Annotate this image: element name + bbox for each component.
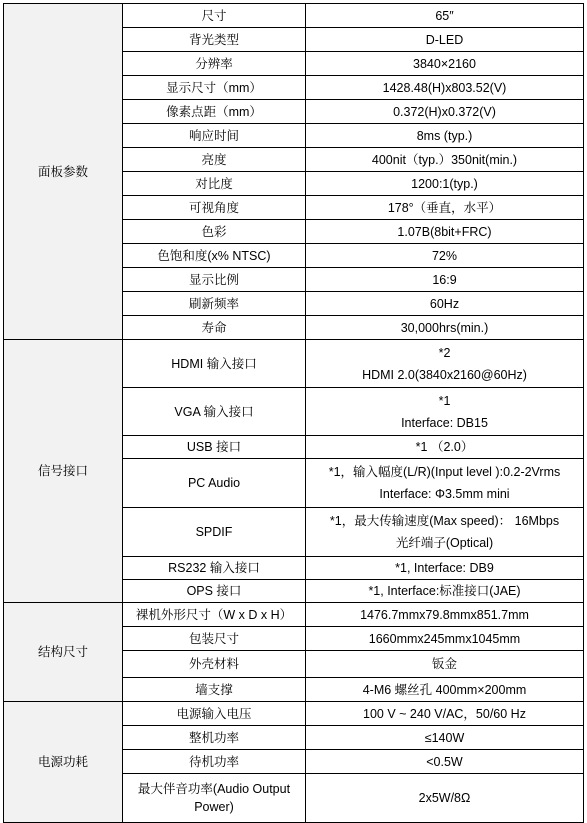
spec-value (306, 340, 584, 388)
spec-label: 电源输入电压 (123, 702, 306, 726)
spec-value-line: *1, Interface: DB9 (395, 561, 494, 575)
spec-value-line: 60Hz (429, 296, 460, 311)
spec-value-line: <0.5W (426, 754, 463, 769)
spec-value-line: *1 （2.0） (415, 440, 474, 454)
group-label: 电源功耗 (4, 702, 123, 823)
spec-label: VGA 输入接口 (123, 388, 306, 436)
spec-value (306, 292, 584, 316)
spec-value (306, 148, 584, 172)
spec-value (306, 750, 584, 774)
spec-value (306, 220, 584, 244)
spec-value-line: *1 (438, 393, 451, 408)
spec-value (306, 196, 584, 220)
spec-value (306, 172, 584, 196)
spec-label: 色饱和度(x% NTSC) (123, 244, 306, 268)
spec-label: 色彩 (123, 220, 306, 244)
table-row (4, 603, 584, 627)
spec-label: 显示比例 (123, 268, 306, 292)
spec-value (306, 268, 584, 292)
spec-value (306, 627, 584, 651)
spec-value (306, 76, 584, 100)
spec-value (306, 4, 584, 28)
spec-value-line: HDMI 2.0(3840x2160@60Hz) (362, 367, 527, 382)
spec-label: 包装尺寸 (123, 627, 306, 651)
spec-value-line: Interface: Φ3.5mm mini (379, 487, 510, 501)
spec-value (306, 580, 584, 603)
group-label: 信号接口 (4, 340, 123, 603)
table-row (4, 4, 584, 28)
spec-value-line: 2x5W/8Ω (418, 791, 471, 805)
spec-value-line: 1476.7mmx79.8mmx851.7mm (360, 607, 529, 622)
spec-value (306, 388, 584, 436)
table-row (4, 702, 584, 726)
spec-value (306, 678, 584, 702)
spec-value (306, 436, 584, 459)
spec-value-line: 178°（垂直，水平） (387, 200, 502, 215)
spec-value-line: 72% (431, 248, 458, 263)
spec-value-line: 钣金 (431, 657, 457, 671)
spec-label: 外壳材料 (123, 651, 306, 678)
spec-value-line: 65″ (435, 8, 454, 23)
spec-value-line: 3840×2160 (413, 56, 476, 71)
spec-table-body (4, 4, 584, 823)
spec-label: 亮度 (123, 148, 306, 172)
spec-value (306, 774, 584, 823)
spec-value (306, 508, 584, 557)
spec-value-line: 30,000hrs(min.) (400, 320, 489, 335)
spec-value-line: D-LED (425, 32, 464, 47)
spec-value-line: 16:9 (432, 272, 457, 287)
group-label: 面板参数 (4, 4, 123, 340)
spec-label: 待机功率 (123, 750, 306, 774)
spec-label: 裸机外形尺寸（W x D x H） (123, 603, 306, 627)
spec-value-line: 光纤端子(Optical) (395, 536, 494, 550)
spec-value-line: 4-M6 螺丝孔 400mm×200mm (362, 682, 527, 697)
spec-value (306, 603, 584, 627)
spec-value-line: 1660mmx245mmx1045mm (368, 631, 521, 646)
spec-value-line: 0.372(H)x0.372(V) (393, 104, 496, 119)
spec-label: 显示尺寸（mm） (123, 76, 306, 100)
spec-label: 整机功率 (123, 726, 306, 750)
spec-label: HDMI 输入接口 (123, 340, 306, 388)
spec-label: 分辨率 (123, 52, 306, 76)
spec-label: RS232 输入接口 (123, 557, 306, 580)
spec-value-line: 1200:1(typ.) (411, 176, 478, 191)
spec-value (306, 316, 584, 340)
spec-value (306, 52, 584, 76)
table-row (4, 340, 584, 388)
spec-value (306, 28, 584, 52)
spec-table (3, 3, 584, 823)
spec-value (306, 100, 584, 124)
spec-label: 像素点距（mm） (123, 100, 306, 124)
spec-label: USB 接口 (123, 436, 306, 459)
spec-value (306, 702, 584, 726)
spec-label: OPS 接口 (123, 580, 306, 603)
spec-label: 对比度 (123, 172, 306, 196)
spec-value-line: *1, Interface:标准接口(JAE) (368, 584, 521, 598)
spec-value-line: *1，输入幅度(L/R)(Input level ):0.2-2Vrms (328, 465, 561, 479)
spec-label: 可视角度 (123, 196, 306, 220)
spec-label: 响应时间 (123, 124, 306, 148)
group-label: 结构尺寸 (4, 603, 123, 702)
spec-value-line: 1.07B(8bit+FRC) (397, 224, 492, 239)
spec-value (306, 557, 584, 580)
spec-value-line: *1，最大传输速度(Max speed)： 16Mbps (329, 514, 560, 528)
spec-value-line: Interface: DB15 (401, 415, 488, 430)
spec-value-line: ≤140W (424, 730, 465, 745)
spec-label: 尺寸 (123, 4, 306, 28)
spec-label: PC Audio (123, 459, 306, 508)
spec-label: 墙支撑 (123, 678, 306, 702)
spec-value (306, 726, 584, 750)
spec-label: 最大伴音功率(Audio Output Power) (123, 774, 306, 823)
spec-value (306, 124, 584, 148)
spec-label: 背光类型 (123, 28, 306, 52)
spec-value-line: 100 V ~ 240 V/AC，50/60 Hz (363, 706, 526, 721)
spec-label: SPDIF (123, 508, 306, 557)
spec-value (306, 244, 584, 268)
spec-value-line: 1428.48(H)x803.52(V) (382, 80, 507, 95)
spec-value-line: *2 (438, 345, 451, 360)
spec-value (306, 459, 584, 508)
spec-label: 寿命 (123, 316, 306, 340)
spec-value-line: 400nit（typ.）350nit(min.) (371, 152, 518, 167)
spec-value (306, 651, 584, 678)
spec-label: 刷新频率 (123, 292, 306, 316)
spec-value-line: 8ms (typ.) (416, 128, 473, 143)
